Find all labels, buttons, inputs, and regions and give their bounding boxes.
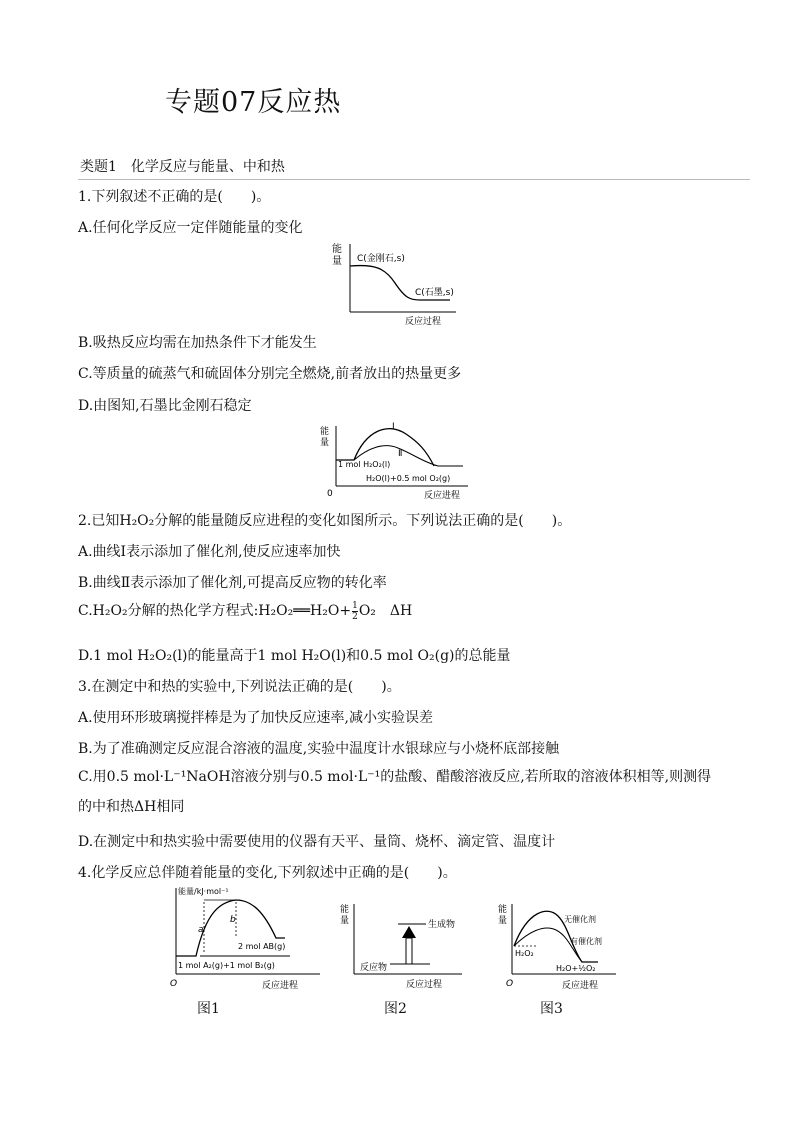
y-label: 能量/kJ·mol⁻¹ [178,887,229,896]
figure-2-caption: 图2 [384,1001,407,1017]
reactant-label: 反应物 [360,963,388,973]
curve-2-label: Ⅱ [398,449,403,459]
y-label-bottom: 量 [498,916,508,926]
y-label-top: 能 [498,905,508,915]
origin-label: 0 [327,489,333,499]
y-label-top: 能 [340,905,350,915]
y-label-top: 能 [320,427,330,437]
page-title: 专题07反应热 [165,87,342,118]
q2-option-d: D.1 mol H₂O₂(l)的能量高于1 mol H₂O(l)和0.5 mol O₂(g)的总能量 [78,648,511,664]
q1-option-d: D.由图知,石墨比金刚石稳定 [78,398,252,414]
q2-stem: 2.已知H₂O₂分解的能量随反应进程的变化如图所示。下列说法正确的是( )。 [78,513,572,529]
y-label-bottom: 量 [320,438,330,448]
figure-3-caption: 图3 [540,1001,563,1017]
product-label: 2 mol AB(g) [238,942,286,951]
y-label-bottom: 量 [332,256,342,267]
q4-stem: 4.化学反应总伴随着能量的变化,下列叙述中正确的是( )。 [78,865,457,881]
figure-1-caption: 图1 [197,1001,220,1017]
section-heading: 类题1 化学反应与能量、中和热 [80,159,285,175]
upward-arrow-shaft [406,938,412,964]
q1-stem: 1.下列叙述不正确的是( )。 [78,189,271,205]
origin-label: O [170,979,178,989]
fraction-denominator: 2 [352,611,358,622]
product-label: H₂O+½O₂ [556,964,596,973]
q2-option-c-text: C.H₂O₂分解的热化学方程式:H₂O₂══H₂O+ [78,603,352,619]
half-fraction [352,601,358,622]
x-label: 反应过程 [405,317,442,327]
q1-option-b: B.吸热反应均需在加热条件下才能发生 [78,335,317,351]
y-label-top: 能 [332,244,342,255]
section-divider [78,179,750,180]
graphite-label: C(石墨,s) [415,288,454,298]
label-a: a [198,925,204,935]
figure-diamond-graphite [330,238,470,328]
product-label: 生成物 [428,920,456,930]
q1-option-c: C.等质量的硫蒸气和硫固体分别完全燃烧,前者放出的热量更多 [78,366,462,382]
x-label: 反应进程 [562,981,599,991]
reactant-label: 1 mol A₂(g)+1 mol B₂(g) [178,961,275,970]
q2-option-c-tail: O₂ ΔH [358,603,413,619]
q1-option-a: A.任何化学反应一定伴随能量的变化 [78,220,303,236]
figure-2 [340,898,465,993]
upward-arrow-head [402,926,416,938]
x-label: 反应过程 [406,980,443,990]
curve-1-label: Ⅰ [392,422,395,432]
fraction-numerator: 1 [352,600,358,611]
figure-h2o2-energy [318,420,478,502]
label-b: b [230,915,236,925]
q3-stem: 3.在测定中和热的实验中,下列说法正确的是( )。 [78,679,401,695]
q3-option-a: A.使用环形玻璃搅拌棒是为了加快反应速率,减小实验误差 [78,710,434,726]
product-label: H₂O(l)+0.5 mol O₂(g) [366,474,451,483]
figure-1 [160,882,325,992]
y-label-bottom: 量 [340,916,350,926]
q3-option-d: D.在测定中和热实验中需要使用的仪器有天平、量筒、烧杯、滴定管、温度计 [78,834,556,850]
q2-option-a: A.曲线Ⅰ表示添加了催化剂,使反应速率加快 [78,544,341,560]
q3-option-c: C.用0.5 mol·L⁻¹NaOH溶液分别与0.5 mol·L⁻¹的盐酸、醋酸溶液反应,若所取的溶液体积相等,则测得的中和热ΔH相同 [78,769,712,815]
q2-option-c [78,600,412,622]
reactant-label: H₂O₂ [515,949,534,958]
figure-3 [498,898,638,993]
q3-option-b: B.为了准确测定反应混合溶液的温度,实验中温度计水银球应与小烧杯底部接触 [78,741,560,757]
catalyst-label: 有催化剂 [570,937,602,946]
x-label: 反应进程 [262,981,299,991]
q2-option-b: B.曲线Ⅱ表示添加了催化剂,可提高反应物的转化率 [78,575,387,591]
reactant-label: 1 mol H₂O₂(l) [338,460,391,469]
origin-label: O [506,979,514,989]
no-catalyst-label: 无催化剂 [564,915,596,924]
x-label: 反应进程 [424,491,461,501]
diamond-label: C(金刚石,s) [357,254,405,264]
